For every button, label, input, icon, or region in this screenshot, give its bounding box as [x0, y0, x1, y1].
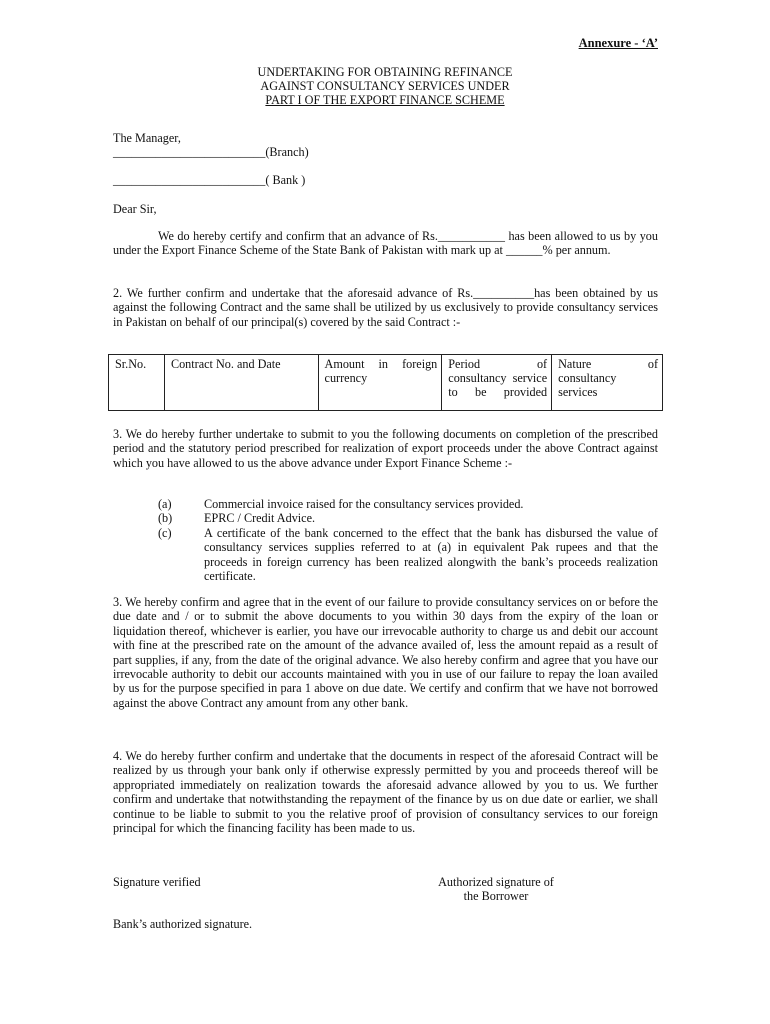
title-line-1: UNDERTAKING FOR OBTAINING REFINANCE — [257, 65, 513, 79]
list-item-text: A certificate of the bank concerned to the effect that the bank has disbursed the value of consultancy services supplies referred to at (a) in equivalent Pak rupees and that the proceeds in foreign currency has been realized alongwith the bank’s proceeds realization certificate. — [204, 525, 658, 584]
table-header-nature: Nature of consultancy services — [552, 355, 663, 411]
table-header-contract: Contract No. and Date — [164, 355, 318, 411]
list-item-label: (a) — [158, 497, 172, 511]
list-item-text: Commercial invoice raised for the consultancy services provided. — [204, 497, 524, 511]
addressee-block — [113, 131, 658, 187]
list-item — [158, 497, 658, 511]
borrower-signature-line-2: the Borrower — [463, 889, 529, 904]
borrower-signature-line-1: Authorized signature of — [438, 875, 554, 889]
list-item-text: EPRC / Credit Advice. — [204, 511, 316, 526]
borrower-signature — [430, 875, 562, 904]
title-line-2: AGAINST CONSULTANCY SERVICES UNDER — [260, 79, 510, 94]
salutation: Dear Sir, — [113, 202, 157, 216]
paragraph-3: 3. We do hereby further undertake to submit to you the following documents on completion of the prescribed period and the statutory period prescribed for realization of export proceeds under the above Contract against which you have allowed to us the above advance under Export Finance Scheme :- — [113, 427, 658, 470]
table-header-period: Period of consultancy service to be provided — [442, 355, 552, 411]
paragraph-1: We do hereby certify and confirm that an advance of Rs.___________ has been allowed to us by you under the Export Finance Scheme of the State Bank of Pakistan with mark up at ______% per annum. — [113, 229, 658, 258]
list-item — [158, 526, 658, 584]
contract-table — [108, 354, 663, 411]
addressee-branch: _________________________(Branch) — [113, 145, 309, 160]
paragraph-4: 4. We do hereby further confirm and undertake that the documents in respect of the aforesaid Contract will be realized by us through your bank only if otherwise expressly permitted by you and proceeds thereof will be appropriated immediately on realization towards the aforesaid advance allowed by you to us. We further confirm and undertake that notwithstanding the repayment of the finance by us on due date or earlier, we shall continue to be liable to submit to you the relative proof of provision of consultancy services to our foreign principal for which the financing facility has been made to us. — [113, 749, 658, 836]
paragraph-3b: 3. We hereby confirm and agree that in the event of our failure to provide consultancy services on or before the due date and / or to submit the above documents to you within 30 days from the expiry of the loan or liquidation thereof, whichever is earlier, you have our irrevocable authority to charge us and debit our account with fine at the prescribed rate on the amount of the advance availed of, less the amount repaid as a result of part supplies, if any, from the date of the original advance. We also hereby confirm and agree that you have our irrevocable authority to debit our accounts maintained with you in use of our failure to repay the loan availed by us for the purpose specified in para 1 above on due date. We certify and confirm that we have not borrowed against the above Contract any amount from any other bank. — [113, 595, 658, 710]
document-title — [0, 65, 770, 108]
bank-authorized-signature: Bank’s authorized signature. — [113, 917, 253, 931]
title-line-3: PART I OF THE EXPORT FINANCE SCHEME — [265, 93, 505, 108]
addressee-bank: _________________________( Bank ) — [113, 172, 306, 187]
list-item-label: (c) — [158, 525, 172, 540]
table-header-srno: Sr.No. — [109, 355, 165, 411]
list-item — [158, 511, 658, 525]
list-item-label: (b) — [158, 511, 173, 526]
annexure-label: Annexure - ‘A’ — [578, 36, 658, 50]
documents-list — [158, 497, 658, 583]
paragraph-2: 2. We further confirm and undertake that the aforesaid advance of Rs.__________has been obtained by us against the following Contract and the same shall be utilized by us exclusively to provide consultancy services in Pakistan on behalf of our principal(s) covered by the said Contract :- — [113, 286, 658, 329]
addressee-manager: The Manager, — [113, 131, 181, 145]
table-header-amount: Amount in foreign currency — [318, 355, 442, 411]
signature-verified: Signature verified — [113, 875, 201, 889]
